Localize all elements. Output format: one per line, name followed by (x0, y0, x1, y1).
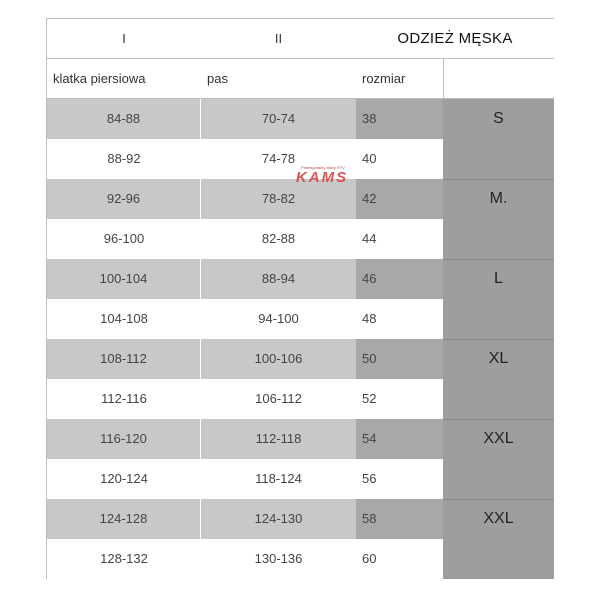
waist-header: pas (207, 71, 228, 86)
size-letter: L (494, 270, 503, 287)
size-number-cell: 58 (356, 499, 443, 539)
size-letter: XXL (483, 430, 514, 447)
kams-watermark-logo (287, 165, 357, 187)
size-number-cell: 38 (356, 99, 443, 139)
size-letter: XXL (483, 510, 514, 527)
waist-cell: 118-124 (255, 471, 302, 486)
waist-cell: 88-94 (201, 259, 356, 299)
size-number-cell: 48 (362, 311, 377, 326)
header-col-2: II (274, 31, 283, 46)
table-title: ODZIEŻ MĘSKA (397, 30, 513, 47)
size-number-cell: 46 (356, 259, 443, 299)
waist-cell: 70-74 (201, 99, 356, 139)
table-row (47, 259, 443, 299)
table-row (47, 219, 443, 259)
waist-cell: 106-112 (255, 391, 302, 406)
waist-cell: 124-130 (201, 499, 356, 539)
watermark-brand: KAMS (295, 169, 349, 186)
waist-cell: 94-100 (258, 311, 299, 326)
chest-cell: 108-112 (47, 339, 201, 379)
size-number-cell: 52 (362, 391, 377, 406)
size-letter: S (493, 110, 504, 127)
chest-cell: 128-132 (100, 551, 148, 566)
table-row (47, 99, 443, 139)
header-col-1: I (122, 31, 126, 46)
size-number-cell: 44 (362, 231, 377, 246)
size-header: rozmiar (362, 71, 406, 86)
chest-header: klatka piersiowa (53, 71, 146, 86)
table-row (47, 499, 443, 539)
table-row (47, 379, 443, 419)
table-row (47, 179, 443, 219)
waist-cell: 82-88 (261, 231, 296, 246)
waist-cell: 74-78 (261, 151, 296, 166)
waist-cell: 130-136 (254, 551, 303, 566)
chest-cell: 112-116 (101, 391, 147, 406)
table-row (47, 459, 443, 499)
waist-cell: 78-82 (201, 179, 356, 219)
size-number-cell: 50 (356, 339, 443, 379)
size-number-cell: 60 (362, 551, 377, 566)
size-letter: M. (489, 190, 508, 207)
table-row (47, 539, 443, 579)
size-number-cell: 42 (356, 179, 443, 219)
size-number-cell: 54 (356, 419, 443, 459)
waist-cell: 100-106 (201, 339, 356, 379)
table-row (47, 419, 443, 459)
table-row (47, 339, 443, 379)
header-row (47, 19, 554, 59)
table-row (47, 299, 443, 339)
waist-cell: 112-118 (201, 419, 356, 459)
chest-cell: 124-128 (47, 499, 201, 539)
table-row (47, 139, 443, 179)
chest-cell: 104-108 (100, 311, 148, 326)
chest-cell: 120-124 (100, 471, 148, 486)
chest-cell: 100-104 (47, 259, 201, 299)
size-number-cell: 40 (362, 151, 377, 166)
watermark-tagline: Profesjonalny sklep RTV (301, 165, 345, 170)
chest-cell: 116-120 (47, 419, 201, 459)
size-letter: XL (488, 350, 509, 367)
size-table (46, 18, 554, 579)
chest-cell: 84-88 (47, 99, 201, 139)
size-number-cell: 56 (362, 471, 377, 486)
chest-cell: 92-96 (47, 179, 201, 219)
chest-cell: 96-100 (103, 231, 145, 246)
subheader-row (47, 59, 554, 99)
size-letter-column (443, 99, 554, 579)
chest-cell: 88-92 (107, 151, 141, 166)
header-divider (443, 59, 444, 99)
